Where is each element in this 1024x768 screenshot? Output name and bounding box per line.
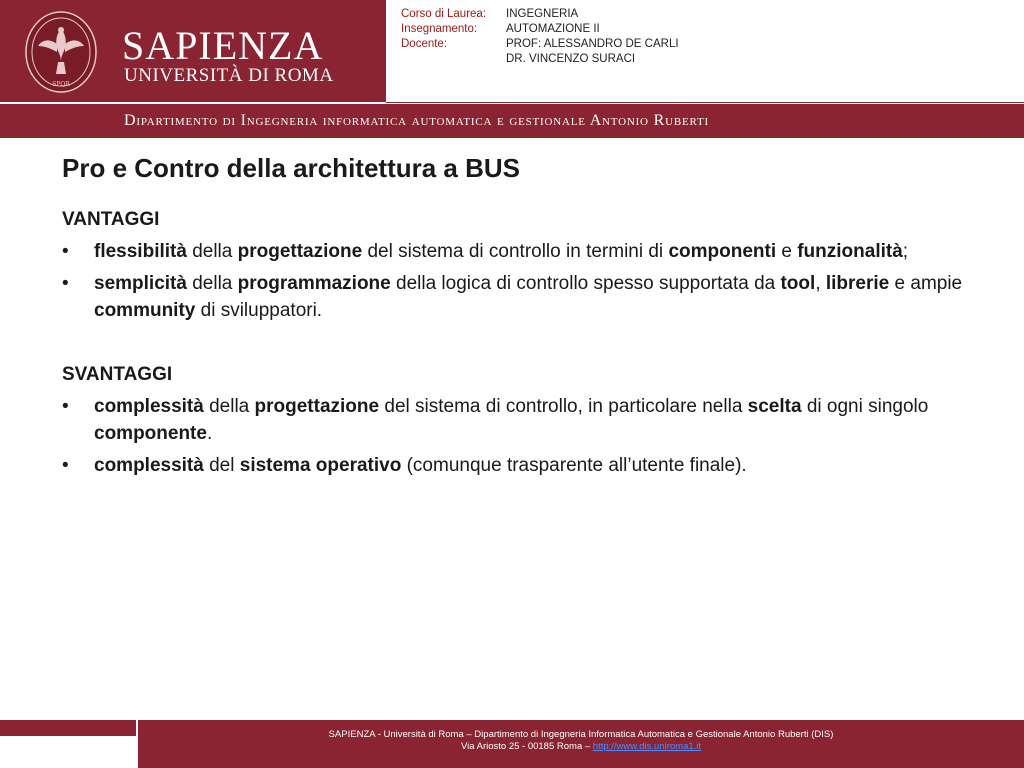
bullet-text: del sistema di controllo in termini di: [362, 241, 669, 262]
section-heading: SVANTAGGI: [62, 364, 173, 385]
bullet-text: programmazione: [237, 273, 391, 294]
bullet-item: [62, 452, 972, 479]
bullet-text: della logica di controllo spesso supportata da: [390, 273, 781, 294]
seal-motto: SPQR: [52, 81, 70, 88]
section-spacer: [62, 329, 972, 361]
footer-line2: [138, 741, 1024, 753]
header-divider: [386, 102, 1024, 103]
bullet-text: flessibilità: [94, 241, 187, 262]
university-name: [122, 24, 323, 68]
bullet-text: librerie: [825, 273, 890, 294]
footer-left-accent: [0, 720, 136, 736]
bullet-text: semplicità: [94, 273, 187, 294]
department-band: [0, 104, 1024, 138]
teaching-label: Insegnamento:: [401, 23, 478, 35]
bullet-icon: •: [62, 396, 69, 417]
bullet-text: del sistema di controllo, in particolare nella: [379, 396, 748, 417]
university-seal-icon: [24, 10, 98, 94]
department-name: Dipartimento di Ingegneria informatica automatica e gestionale Antonio Ruberti: [124, 112, 709, 129]
bullet-text: (comunque trasparente all’utente finale).: [401, 455, 747, 476]
bullet-item: [62, 393, 972, 447]
teaching-value: AUTOMAZIONE II: [506, 23, 600, 35]
bullet-text: di ogni singolo: [801, 396, 929, 417]
bullet-list: [62, 393, 972, 479]
bullet-text: complessità: [94, 455, 204, 476]
university-subtitle: [124, 65, 334, 87]
bullet-text: .: [206, 423, 213, 444]
bullet-text: componente: [94, 423, 207, 444]
course-info: [401, 7, 679, 67]
bullet-text: scelta: [747, 396, 802, 417]
bullet-text: della: [186, 241, 238, 262]
footer-text: [138, 729, 1024, 753]
bullet-text: e ampie: [889, 273, 963, 294]
bullet-text: funzionalità: [797, 241, 903, 262]
bullet-text: e: [776, 241, 798, 262]
footer-line1: SAPIENZA - Università di Roma – Dipartimento di Ingegneria Informatica Automatica e Gestionale Antonio Ruberti (DIS): [328, 729, 834, 740]
bullet-item: [62, 270, 972, 324]
bullet-text: ,: [815, 273, 826, 294]
bullet-text: della: [203, 396, 255, 417]
bullet-text: community: [94, 300, 196, 321]
course-info-row: [401, 7, 679, 22]
footer: [138, 720, 1024, 768]
bullet-text: di sviluppatori.: [195, 300, 323, 321]
course-info-row: [401, 52, 679, 67]
footer-link[interactable]: http://www.dis.uniroma1.it: [592, 741, 702, 752]
footer-address: Via Ariosto 25 - 00185 Roma –: [460, 741, 593, 752]
teacher-value: PROF: ALESSANDRO DE CARLI: [506, 38, 679, 50]
bullet-text: progettazione: [254, 396, 380, 417]
bullet-list: [62, 238, 972, 324]
bullet-text: complessità: [94, 396, 204, 417]
course-info-row: [401, 22, 679, 37]
bullet-text: del: [203, 455, 240, 476]
course-label: Corso di Laurea:: [401, 8, 487, 20]
section-heading: VANTAGGI: [62, 209, 160, 230]
course-info-row: [401, 37, 679, 52]
teacher-label: Docente:: [401, 38, 448, 50]
course-value: INGEGNERIA: [506, 8, 579, 20]
bullet-text: componenti: [668, 241, 777, 262]
bullet-text: sistema operativo: [239, 455, 402, 476]
section-advantages: [62, 206, 972, 324]
slide-title: Pro e Contro della architettura a BUS: [62, 153, 520, 183]
teacher-label-extra: [401, 52, 506, 67]
bullet-item: [62, 238, 972, 265]
section-disadvantages: [62, 361, 972, 479]
university-name-text: SAPIENZA: [122, 23, 324, 68]
bullet-text: della: [186, 273, 238, 294]
slide-content: [62, 206, 972, 484]
bullet-icon: •: [62, 241, 69, 262]
university-logo-block: [0, 0, 386, 102]
bullet-icon: •: [62, 455, 69, 476]
teacher-value-extra: DR. VINCENZO SURACI: [506, 53, 636, 65]
university-subtitle-text: UNIVERSITÀ DI ROMA: [124, 65, 334, 86]
bullet-icon: •: [62, 273, 69, 294]
bullet-text: tool: [780, 273, 816, 294]
bullet-text: progettazione: [237, 241, 363, 262]
bullet-text: ;: [902, 241, 909, 262]
